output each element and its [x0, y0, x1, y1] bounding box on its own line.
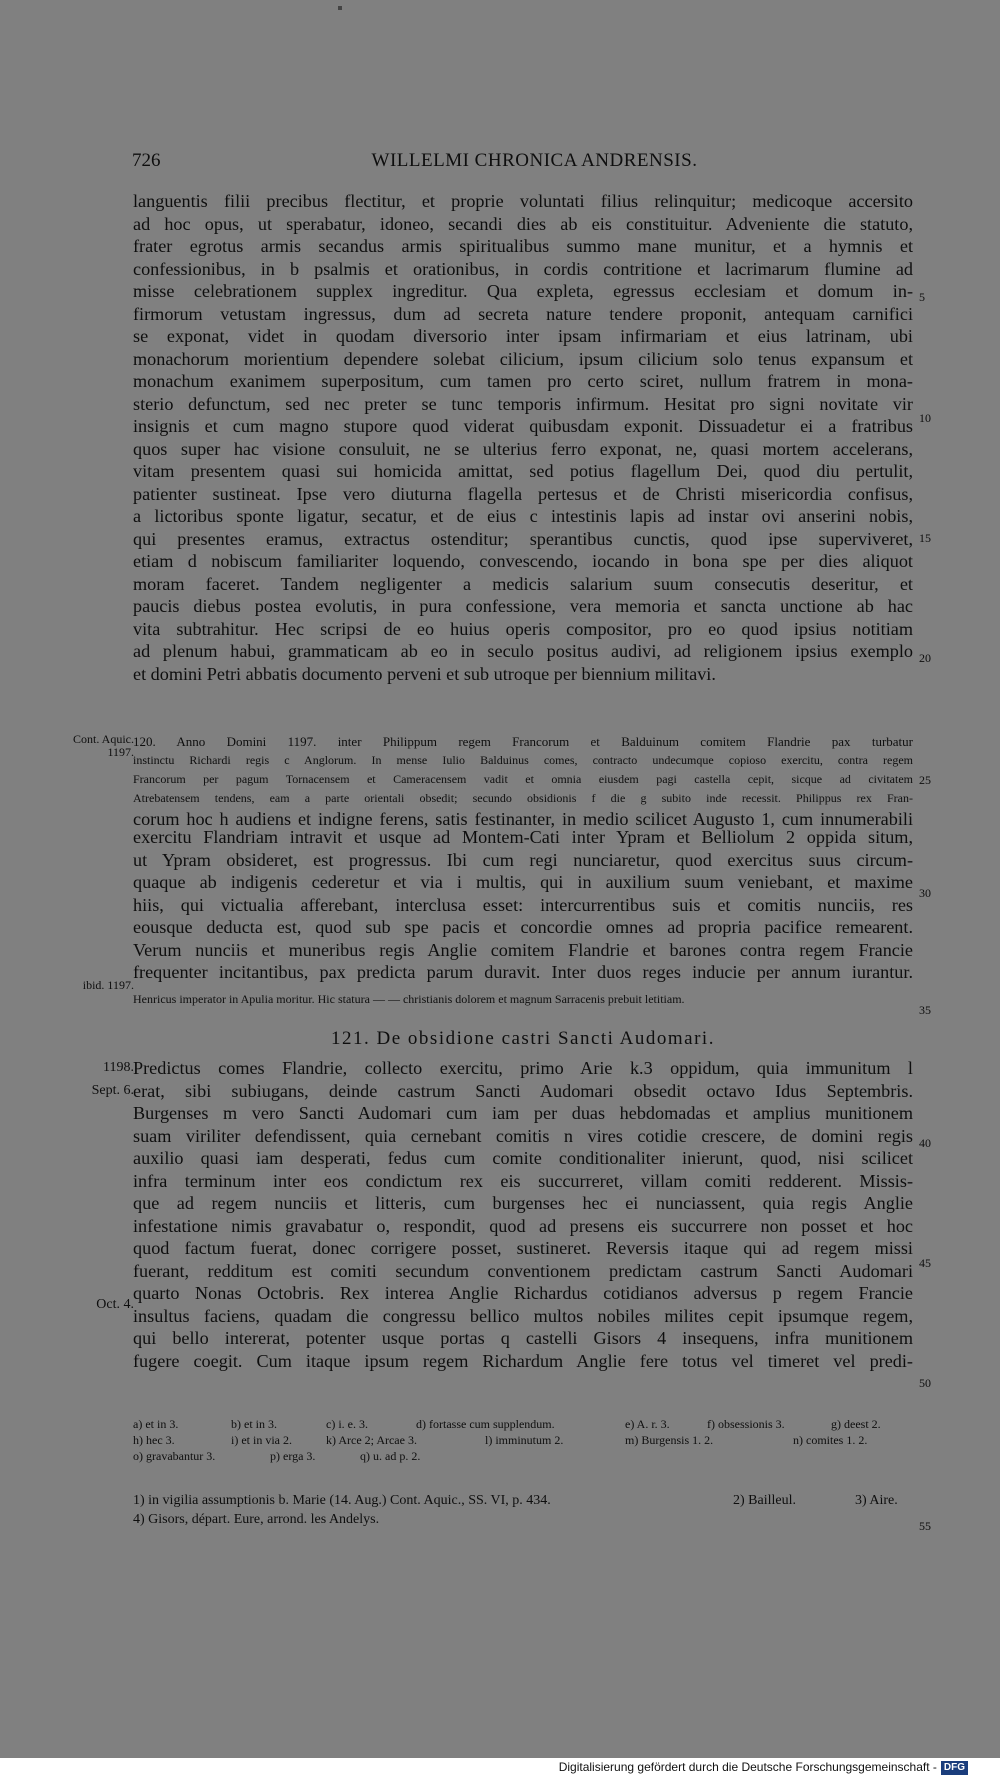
variant-note: b) et in 3.: [231, 1417, 277, 1431]
margin-cont-aquic: [30, 733, 134, 759]
text-line: frater egrotus armis secandus armis spiritualibus summo mane munitur, et a hymnis et: [133, 236, 913, 256]
section-121-heading: 121. De obsidione castri Sancti Audomari.: [331, 1028, 715, 1049]
text-line: monachorum morientium dependere solebat cilicium, ipsum cilicium solo tenus expansum et: [133, 348, 913, 369]
line-number: 45: [919, 1256, 931, 1270]
text-line: confessionibus, in b psalmis et orationibus, in cordis contritione et lacrimarum flumine ad: [133, 258, 913, 279]
variant-note: k) Arce 2; Arcae 3.: [326, 1433, 417, 1447]
scan-mark: [338, 6, 342, 10]
text-line: etiam d nobiscum familiariter loquendo, convescendo, iocando in bona spe per dies aliquot: [133, 551, 913, 571]
variant-note: q) u. ad p. 2.: [360, 1449, 421, 1463]
text-line: qui bello intererat, potenter usque portas q castelli Gisors 4 insequens, infra munitionem: [133, 1328, 913, 1348]
text-line: patienter sustineat. Ipse vero diuturna flagella pertesus et de Christi misericordia confisus,: [133, 483, 913, 504]
text-line: se exponat, videt in quodam diversorio inter ipsam infirmariam et eius latrinam, ubi: [133, 326, 913, 346]
footnotes-line-1: [133, 1491, 913, 1510]
text-line: monachum exanimem superpositum, cum tamen pro certo sciret, nullum fratrem in mona-: [133, 371, 913, 391]
text-line: Francorum per pagum Tornacensem et Cameracensem vadit et omnia eiusdem pagi castella cepit, sicque ad civitatem: [133, 772, 913, 786]
variant-note: o) gravabantur 3.: [133, 1449, 216, 1463]
text-line: languentis filii precibus flectitur, et proprie voluntati filius relinquitur; medicoque accersito: [133, 191, 913, 211]
text-line: insultus faciens, quadam die congressu bellico multos nobiles milites cepit ipsumque regem,: [133, 1305, 913, 1326]
text-line: quarto Nonas Octobris. Rex interea Anglie Richardus cotidianos adversus p regem Francie: [133, 1283, 913, 1303]
text-line: Verum nunciis et muneribus regis Anglie comitem Flandrie et barones contra regem Francie: [133, 939, 913, 960]
variant-note: n) comites 1. 2.: [793, 1433, 868, 1447]
variant-note: a) et in 3.: [133, 1417, 179, 1431]
margin-ibid: ibid. 1197.: [82, 978, 134, 992]
variant-notes-line-3: [133, 1448, 913, 1464]
text-line: instinctu Richardi regis c Anglorum. In mense Iulio Balduinus comes, contracto undecumque copioso exercitu, contra regem: [133, 753, 913, 767]
running-header: [132, 150, 937, 178]
text-line: exercitu Flandriam intravit et usque ad Montem-Cati inter Ypram et Belliolum 2 oppida situm,: [133, 827, 913, 847]
text-line: que ad regem nunciis et litteris, cum burgenses hec ei nunciassent, quia regis Anglie: [133, 1193, 913, 1213]
page-number: 726: [132, 150, 161, 171]
funding-label: Digitalisierung gefördert durch die Deutsche Forschungsgemeinschaft -: [558, 1760, 937, 1774]
variant-note: h) hec 3.: [133, 1433, 175, 1447]
text-line: auxilio quasi iam desperati, fedus cum comite conditionaliter inierunt, quod, nisi scilicet: [133, 1148, 913, 1168]
variant-note: g) deest 2.: [831, 1417, 881, 1431]
text-line: suam viriliter defendissent, quia cernebant comitis n vires cotidie crescere, de domini regis: [133, 1125, 913, 1146]
text-line: quod factum fuerat, donec corrigere posset, sustineret. Reversis itaque qui ad regem missi: [133, 1238, 913, 1258]
text-line: vita subtrahitur. Hec scripsi de eo huius operis compositor, pro eo quod ipsius notitiam: [133, 618, 913, 639]
text-line: firmorum vetustam ingressus, dum ad secreta nature tendere proponit, antequam carnifici: [133, 303, 913, 324]
text-line: quos super hac visione consuluit, ne se ulterius ferro exponat, ne, quasi mortem accelerans,: [133, 438, 913, 459]
margin-year: 1197.: [107, 745, 134, 759]
line-number: 55: [919, 1519, 931, 1533]
line-number: 20: [919, 651, 931, 665]
margin-year-1198: 1198.: [103, 1060, 134, 1075]
text-line: Atrebatensem tendens, eam a parte orientali obsedit; secundo obsidionis f die g subito inde recessit. Philippus rex Fran-: [133, 791, 913, 805]
running-title: WILLELMI CHRONICA ANDRENSIS.: [371, 150, 698, 171]
text-line: Burgenses m vero Sancti Audomari cum iam per duas hebdomadas et amplius munitionem: [133, 1103, 913, 1123]
text-line: fuerant, redditum est comiti secundum conventionem predictam castrum Sancti Audomari: [133, 1260, 913, 1281]
line-number: 5: [919, 290, 925, 304]
funding-footer: [0, 1758, 1000, 1778]
line-number: 15: [919, 531, 931, 545]
text-line: infra terminum inter eos condictum rex eis succurreret, villam comiti redderent. Missis-: [133, 1170, 913, 1191]
text-line: vitam presentem quasi sui homicida amittat, sed potius flagellum Dei, quod diu pertulit,: [133, 461, 913, 481]
line-number: 10: [919, 411, 931, 425]
text-line: insignis et cum magno stupore quod viderat quibusdam exponit. Dissuadetur ei a fratribus: [133, 416, 913, 436]
margin-oct-4: Oct. 4.: [96, 1297, 134, 1312]
variant-note: l) imminutum 2.: [485, 1433, 564, 1447]
text-line: moram faceret. Tandem negligenter a medicis salarium suum consecutis deseritur, et: [133, 573, 913, 594]
text-line: paucis diebus postea evolutis, in pura confessione, vera memoria et sancta unctione ab hac: [133, 596, 913, 616]
margin-source: Cont. Aquic.: [72, 732, 134, 746]
line-number: 25: [919, 773, 931, 787]
variant-note: e) A. r. 3.: [625, 1417, 670, 1431]
text-line: misse celebrationem supplex ingreditur. Qua expleta, egressus ecclesiam et domum in-: [133, 281, 913, 301]
line-number: 40: [919, 1136, 931, 1150]
text-line: 120. Anno Domini 1197. inter Philippum regem Francorum et Balduinum comitem Flandrie pax turbatur: [133, 734, 913, 749]
text-line: erat, sibi subiugans, deinde castrum Sancti Audomari obsedit octavo Idus Septembris.: [133, 1080, 913, 1101]
section-120-text: [133, 826, 913, 984]
body-text: [133, 190, 913, 685]
line-number: 50: [919, 1376, 931, 1390]
text-line: a lictoribus sponte ligatur, secatur, et de eius c intestinis lapis ad instar ovi anserini nobis,: [133, 506, 913, 526]
variant-note: d) fortasse cum supplendum.: [416, 1417, 555, 1431]
variant-note: c) i. e. 3.: [326, 1417, 368, 1431]
footnote: 4) Gisors, départ. Eure, arrond. les Andelys.: [133, 1512, 380, 1527]
text-line: quaque ab indigenis cederetur et via i multis, qui in auxilium suum veniebant, et maxime: [133, 872, 913, 892]
footnote: 1) in vigilia assumptionis b. Marie (14. Aug.) Cont. Aquic., SS. VI, p. 434.: [133, 1493, 551, 1508]
margin-sept-6: Sept. 6.: [91, 1083, 134, 1098]
funding-text: [559, 1760, 968, 1775]
text-line: infestatione nimis gravabatur o, respondit, quod ad presens eis succurrere non posset et hoc: [133, 1215, 913, 1236]
variant-note: f) obsessionis 3.: [707, 1417, 785, 1431]
variant-note: i) et in via 2.: [231, 1433, 292, 1447]
text-line: fugere coegit. Cum itaque ipsum regem Richardum Anglie fere totus vel timeret vel predi-: [133, 1350, 913, 1371]
text-line: hiis, qui victualia afferebant, interclusa esset: intercurrentibus suis et comitis nunciis, res: [133, 894, 913, 915]
section-120-small-text: [133, 732, 913, 831]
variant-note: p) erga 3.: [270, 1449, 316, 1463]
text-line: ad plenum habui, grammaticam ab eo in seculo positus audivi, ad religionem ipsius exemplo: [133, 641, 913, 661]
text-line: Predictus comes Flandrie, collecto exercitu, primo Arie k.3 oppidum, quia immunitum l: [133, 1058, 913, 1078]
text-line: eousque deducta est, quod sub spe pacis et concordie omnes ad propria pacifice remearent.: [133, 917, 913, 937]
dfg-logo: DFG: [941, 1761, 968, 1775]
variant-notes-line-2: [133, 1432, 913, 1448]
variant-notes-line-1: [133, 1416, 913, 1432]
text-line: ut Ypram obsideret, est progressus. Ibi cum regi nunciaretur, quod exercitus suus circum-: [133, 849, 913, 870]
variant-note: m) Burgensis 1. 2.: [625, 1433, 714, 1447]
line-number: 30: [919, 886, 931, 900]
text-line: qui presentes eramus, extractus ostenditur; sperantibus cunctis, quod ipse superviveret,: [133, 528, 913, 549]
text-line: frequenter incitantibus, pax predicta parum duravit. Inter duos reges inducie per annum iurantur.: [133, 962, 913, 982]
text-line: sterio defunctum, sed nec preter se tunc temporis infirmum. Hesitat pro signi novitate vir: [133, 393, 913, 414]
line-number: 35: [919, 1003, 931, 1017]
footnote: 3) Aire.: [855, 1493, 898, 1508]
text-line: et domini Petri abbatis documento perveni et sub utroque per biennium militavi.: [133, 663, 716, 684]
section-120-tail: Henricus imperator in Apulia moritur. Hic statura — — christianis dolorem et magnum Sarracenis prebuit letitiam.: [133, 992, 685, 1006]
footnotes-line-2: [133, 1510, 913, 1529]
text-line: ad hoc opus, ut sperabatur, idoneo, secandi dies ab eis constituitur. Adveniente die statuto,: [133, 213, 913, 234]
section-121-text: [133, 1057, 913, 1372]
text-line: corum hoc h audiens et indigne ferens, satis festinanter, in medio scilicet Augusto 1, cum innumerabili: [133, 809, 913, 829]
section-120-tail-block: [133, 990, 913, 1009]
footnote: 2) Bailleul.: [733, 1493, 796, 1508]
